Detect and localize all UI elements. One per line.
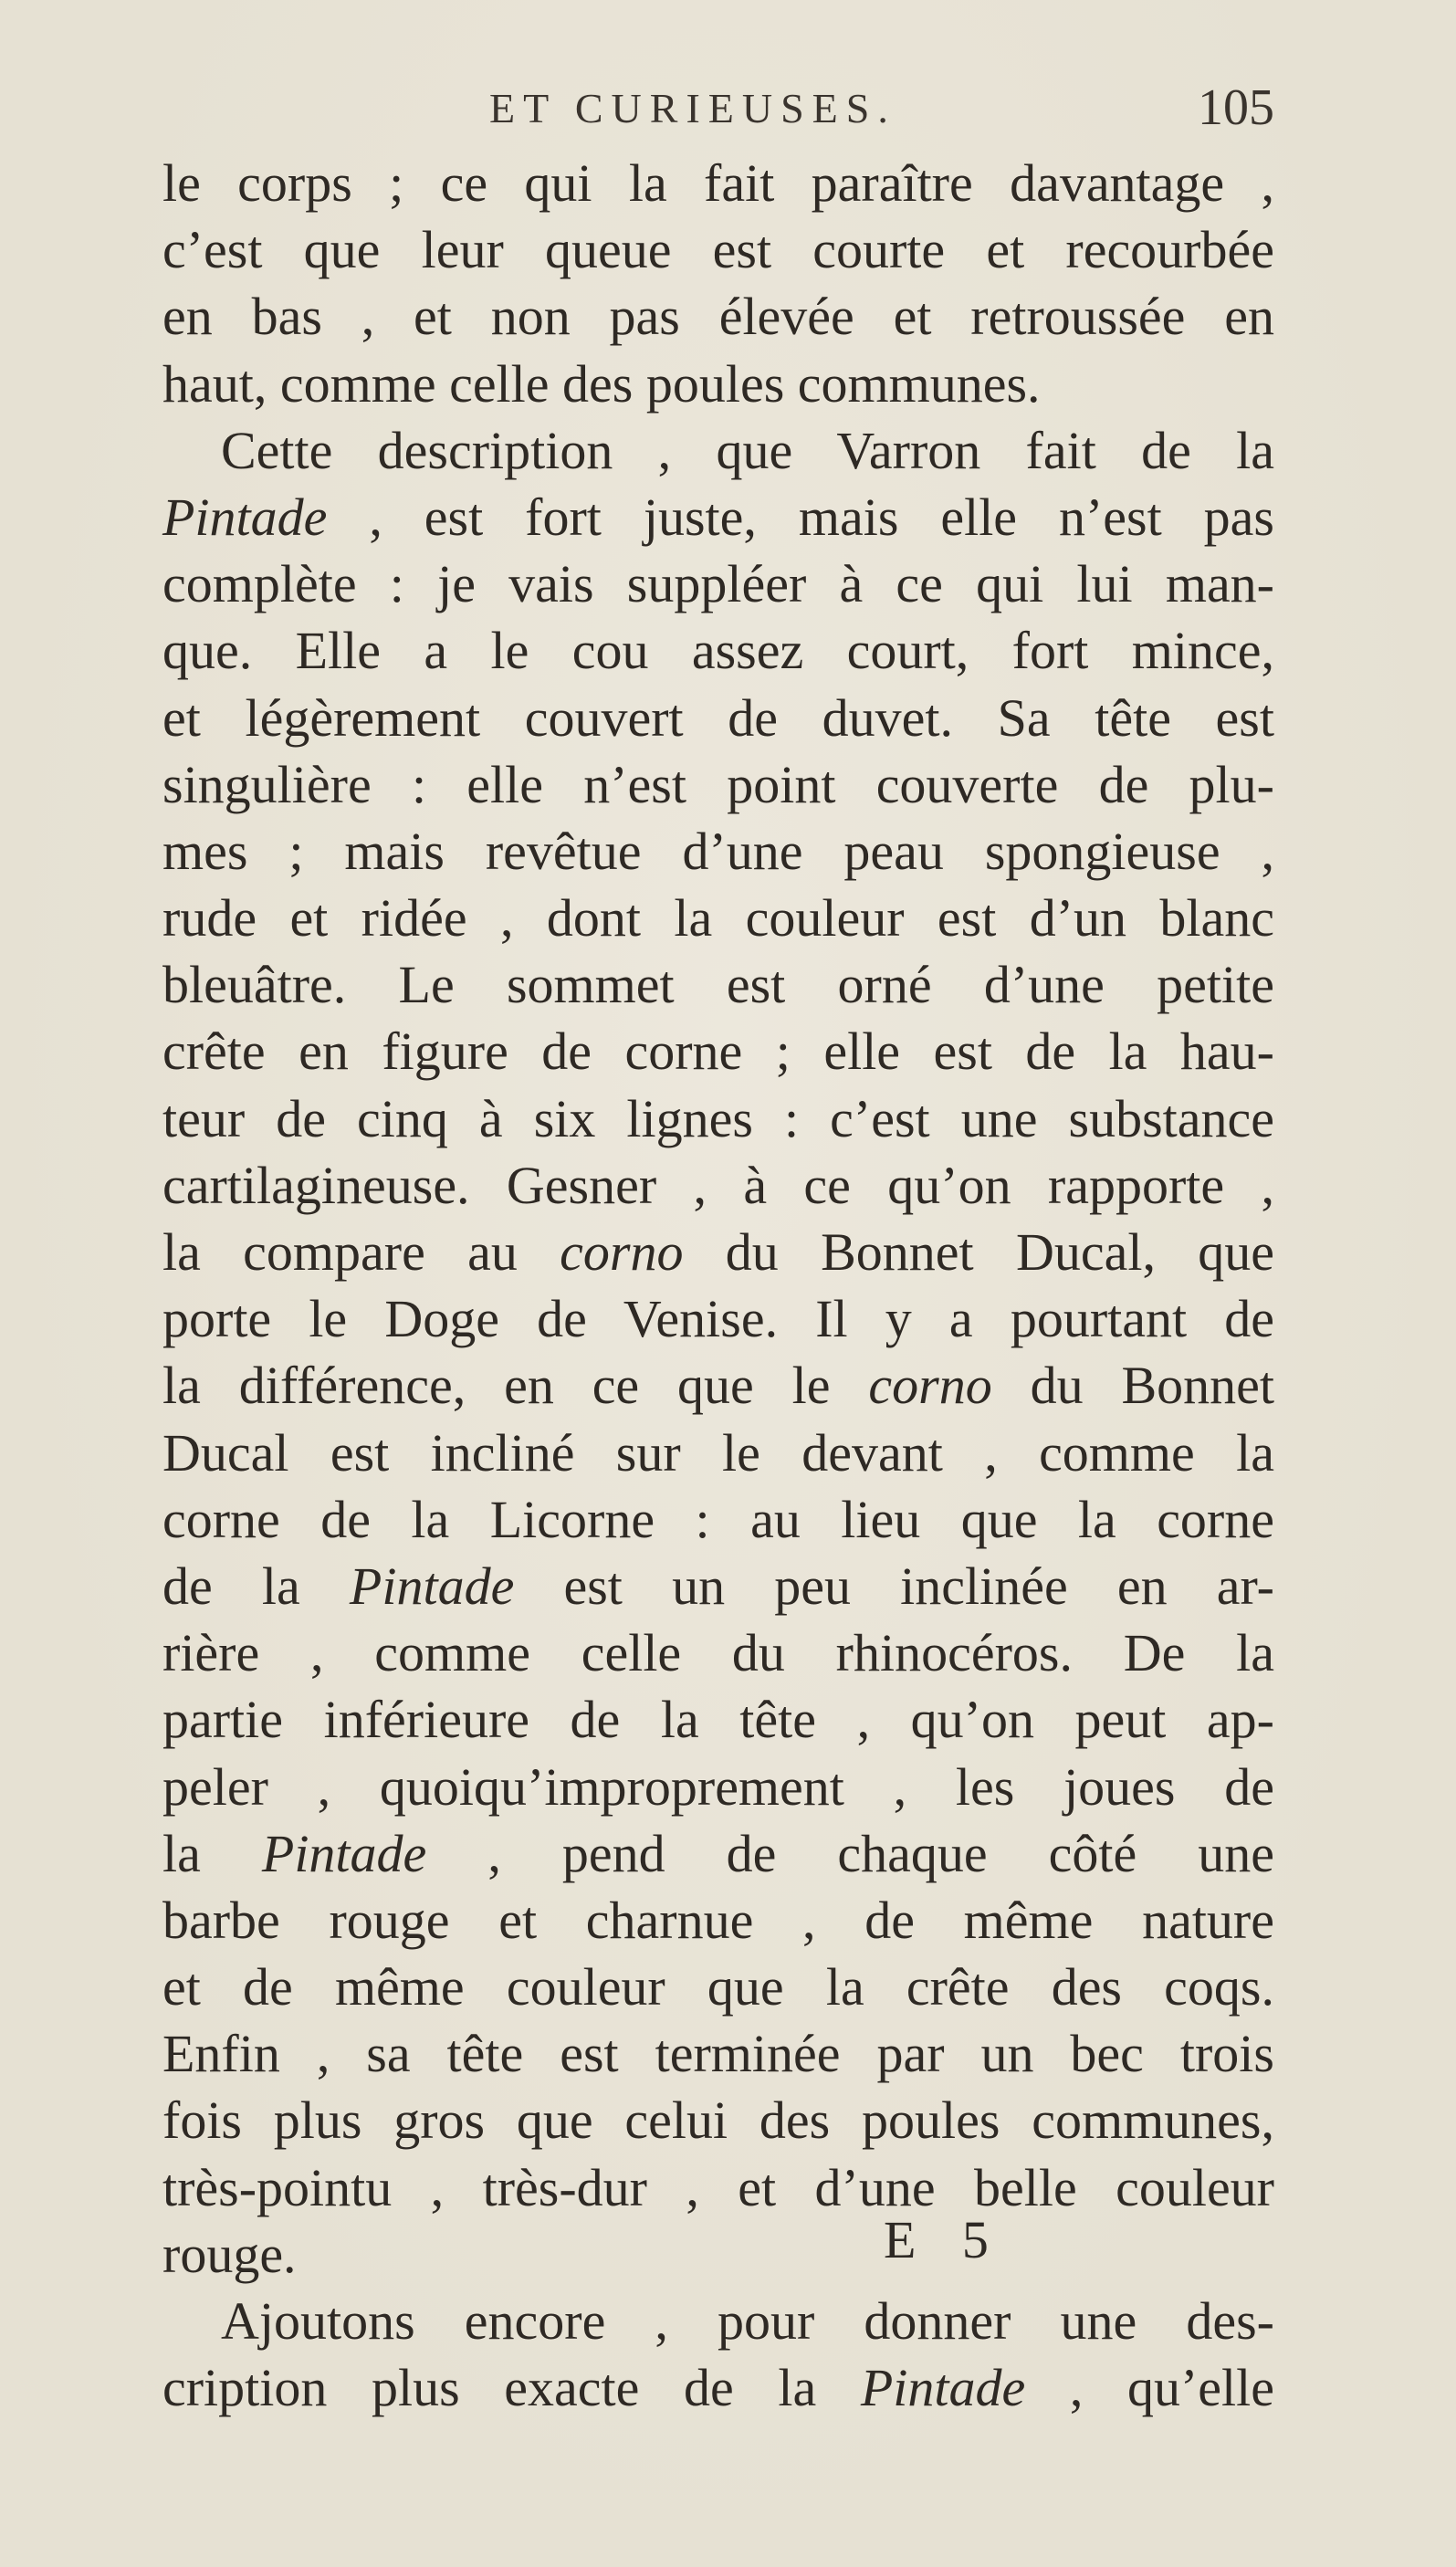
page-number: 105 [1198, 79, 1274, 136]
text-run: fois plus gros que celui des poules communes, [162, 2090, 1274, 2151]
text-line [162, 1420, 1274, 1486]
text-run: cription plus exacte de la [162, 2358, 861, 2418]
italic-text: Pintade [162, 487, 328, 547]
text-line [162, 283, 1274, 350]
text-run: mes ; mais revêtue d’une peau spongieuse , [162, 821, 1274, 881]
text-run: bleuâtre. Le sommet est orné d’une petite [162, 955, 1274, 1015]
text-run: corne de la Licorne : au lieu que la corne [162, 1489, 1274, 1549]
text-line [162, 885, 1274, 951]
text-line [162, 484, 1274, 550]
text-run: est un peu inclinée en ar- [514, 1556, 1274, 1616]
page-header [489, 79, 1274, 150]
italic-text: Pintade [349, 1556, 515, 1616]
text-line [162, 751, 1274, 818]
text-line [162, 2020, 1274, 2087]
text-run: barbe rouge et charnue , de même nature [162, 1890, 1274, 1950]
text-line [162, 216, 1274, 283]
text-run: du Bonnet [991, 1356, 1274, 1416]
text-run: Ajoutons encore , pour donner une des- [221, 2291, 1274, 2351]
text-line [162, 2154, 1274, 2221]
text-line [162, 2087, 1274, 2153]
text-line [162, 1820, 1274, 1887]
text-line [162, 1018, 1274, 1084]
text-run: , est fort juste, mais elle n’est pas [327, 487, 1274, 547]
text-line [162, 550, 1274, 617]
text-line [162, 150, 1274, 216]
text-run: très-pointu , très-dur , et d’une belle couleur [162, 2157, 1274, 2217]
italic-text: Pintade [261, 1823, 427, 1883]
text-line [162, 818, 1274, 885]
text-run: crête en figure de corne ; elle est de la hau- [162, 1022, 1274, 1082]
text-line [162, 1686, 1274, 1753]
text-line [162, 685, 1274, 751]
text-run: la compare au [162, 1222, 560, 1282]
text-line [162, 1619, 1274, 1686]
text-run: la différence, en ce que le [162, 1356, 869, 1416]
text-run: complète : je vais suppléer à ce qui lui man- [162, 554, 1274, 614]
text-run: rière , comme celle du rhinocéros. De la [162, 1623, 1274, 1683]
text-run: rouge. [162, 2224, 297, 2284]
text-run: , pend de chaque côté une [426, 1823, 1275, 1883]
italic-text: Pintade [860, 2358, 1026, 2418]
italic-text: corno [560, 1222, 684, 1282]
text-run: rude et ridée , dont la couleur est d’un blanc [162, 888, 1274, 948]
text-line [162, 1085, 1274, 1152]
body-text [162, 150, 1274, 2421]
text-line [162, 1887, 1274, 1954]
text-run: en bas , et non pas élevée et retroussée en [162, 287, 1274, 347]
text-line [162, 1553, 1274, 1619]
text-line [162, 1219, 1274, 1285]
text-run: porte le Doge de Venise. Il y a pourtant de [162, 1289, 1274, 1349]
text-run: Enfin , sa tête est terminée par un bec trois [162, 2024, 1274, 2084]
text-run: Cette description , que Varron fait de la [221, 420, 1274, 480]
signature-mark: E 5 [884, 2210, 1005, 2269]
text-line [162, 2221, 1274, 2288]
text-line [162, 617, 1274, 684]
running-title: ET CURIEUSES. [489, 85, 896, 131]
text-line [162, 351, 1274, 417]
text-run: Ducal est incliné sur le devant , comme la [162, 1422, 1274, 1483]
text-line [162, 1754, 1274, 1820]
text-run: singulière : elle n’est point couverte de plu- [162, 754, 1274, 814]
text-run: le corps ; ce qui la fait paraître davantage , [162, 153, 1274, 213]
text-line [162, 2354, 1274, 2421]
text-run: , qu’elle [1025, 2358, 1275, 2418]
text-run: et légèrement couvert de duvet. Sa tête est [162, 687, 1274, 748]
text-line [162, 417, 1274, 484]
text-run: haut, comme celle des poules communes. [162, 353, 1041, 414]
text-line [162, 1352, 1274, 1419]
text-run: la [162, 1823, 262, 1883]
text-line [162, 1152, 1274, 1219]
italic-text: corno [868, 1356, 992, 1416]
text-run: que. Elle a le cou assez court, fort mince, [162, 621, 1274, 681]
text-run: peler , quoiqu’improprement , les joues de [162, 1756, 1274, 1817]
text-line [162, 1486, 1274, 1553]
text-run: partie inférieure de la tête , qu’on peut ap- [162, 1690, 1274, 1750]
text-run: du Bonnet Ducal, que [683, 1222, 1274, 1282]
text-line [162, 1285, 1274, 1352]
text-run: et de même couleur que la crête des coqs. [162, 1957, 1274, 2017]
text-line [162, 951, 1274, 1018]
text-run: teur de cinq à six lignes : c’est une substance [162, 1088, 1274, 1148]
text-run: de la [162, 1556, 350, 1616]
text-line [162, 2288, 1274, 2354]
text-run: c’est que leur queue est courte et recourbée [162, 220, 1274, 280]
text-run: cartilagineuse. Gesner , à ce qu’on rapporte , [162, 1155, 1274, 1215]
text-line [162, 1954, 1274, 2020]
